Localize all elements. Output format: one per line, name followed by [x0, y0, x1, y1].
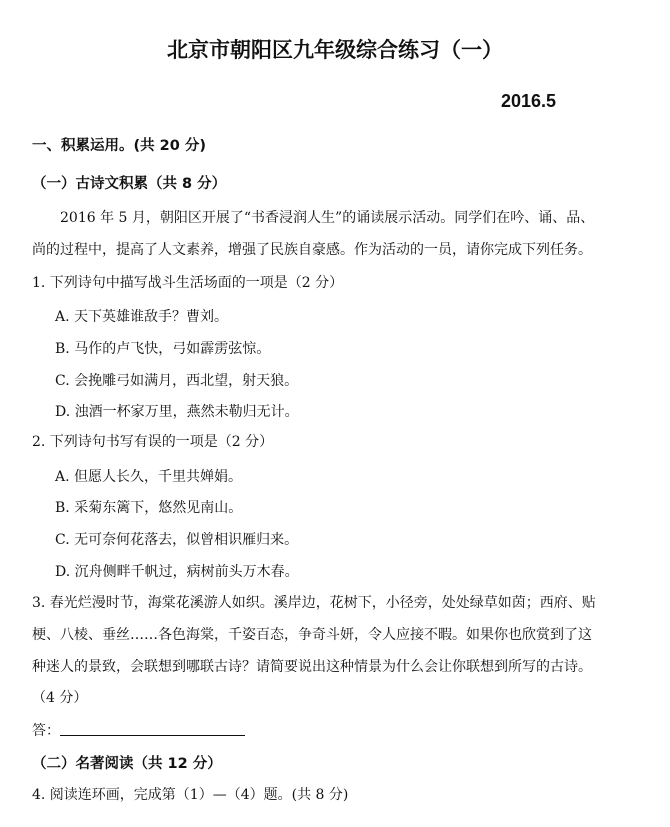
answer-blank-line	[60, 735, 245, 736]
exam-date: 2016.5	[500, 91, 556, 111]
question-2-option-d: D. 沉舟侧畔千帆过，病树前头万木春。	[55, 564, 299, 580]
question-2: 2. 下列诗句书写有误的一项是（2 分）	[32, 434, 274, 450]
question-3-line-1: 3. 春光烂漫时节，海棠花溪游人如织。溪岸边，花树下，小径旁，处处绿草如茵；西府、贴	[32, 595, 596, 611]
intro-paragraph-line-1: 2016 年 5 月，朝阳区开展了“书香浸润人生”的诵读展示活动。同学们在吟、诵、品、	[60, 210, 595, 226]
question-4: 4. 阅读连环画，完成第（1）—（4）题。(共 8 分)	[32, 787, 349, 803]
question-2-option-c: C. 无可奈何花落去，似曾相识雁归来。	[55, 532, 299, 548]
intro-paragraph-line-2: 尚的过程中，提高了人文素养，增强了民族自豪感。作为活动的一员，请你完成下列任务。	[32, 242, 592, 258]
question-2-option-b: B. 采菊东篱下，悠然见南山。	[55, 500, 243, 516]
answer-label: 答：	[32, 723, 60, 739]
subsection-heading-classics: （二）名著阅读（共 12 分）	[32, 756, 222, 772]
question-1-option-c: C. 会挽雕弓如满月，西北望，射天狼。	[55, 373, 299, 389]
question-1-option-b: B. 马作的卢飞快，弓如霹雳弦惊。	[55, 341, 271, 357]
question-3-line-2: 梗、八棱、垂丝……各色海棠，千姿百态，争奇斗妍，令人应接不暇。如果你也欣赏到了这	[32, 627, 592, 643]
question-3-line-3: 种迷人的景致，会联想到哪联古诗？请简要说出这种情景为什么会让你联想到所写的古诗。	[32, 659, 592, 675]
section-heading-1: 一、积累运用。(共 20 分)	[32, 138, 207, 154]
question-3-points: （4 分）	[32, 690, 88, 706]
question-2-option-a: A. 但愿人长久，千里共婵娟。	[55, 469, 243, 485]
question-1: 1. 下列诗句中描写战斗生活场面的一项是（2 分）	[32, 275, 344, 291]
page-title: 北京市朝阳区九年级综合练习（一）	[167, 38, 503, 62]
subsection-heading-poetry: （一）古诗文积累（共 8 分）	[32, 176, 227, 192]
question-1-option-d: D. 浊酒一杯家万里，燕然未勒归无计。	[55, 404, 299, 420]
question-1-option-a: A. 天下英雄谁敌手？曹刘。	[55, 309, 229, 325]
